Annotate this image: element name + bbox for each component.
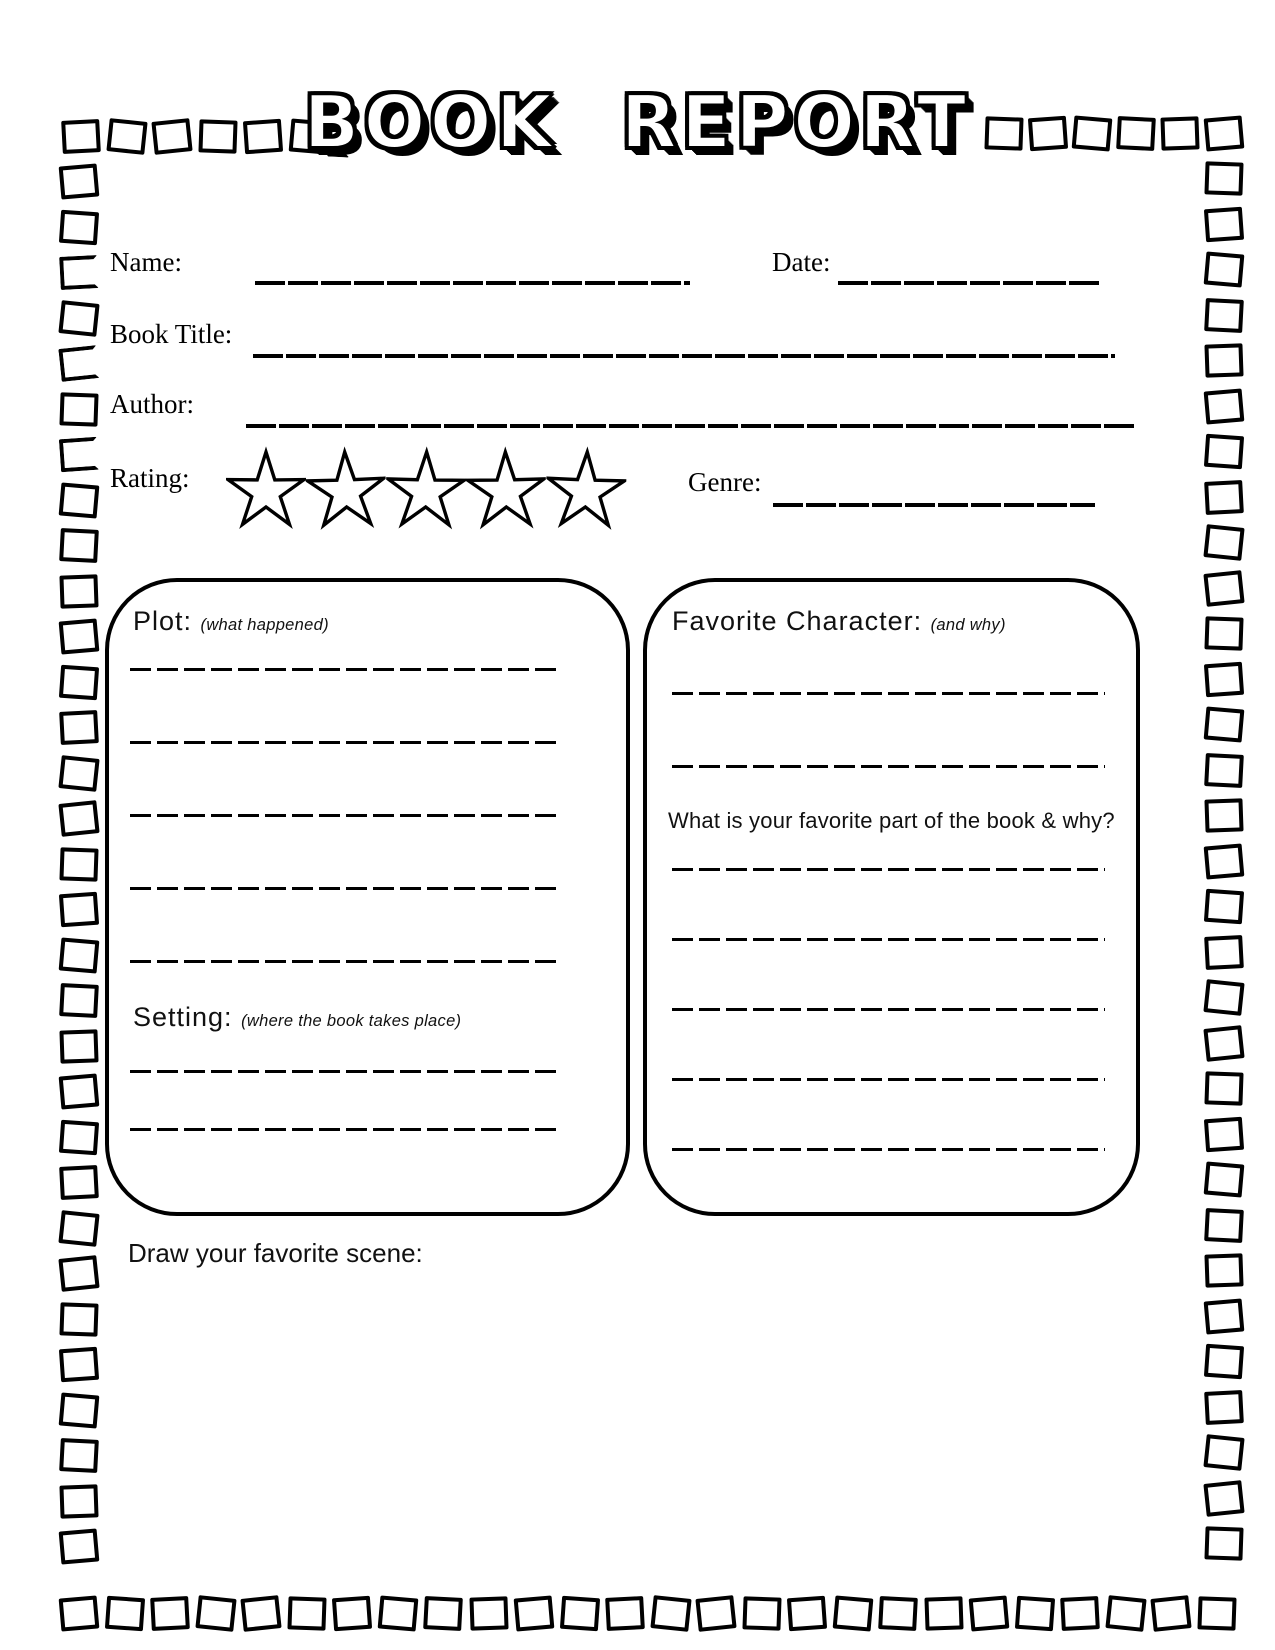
border-square [1204,1526,1243,1560]
border-square [605,1596,645,1631]
writing-line [130,1070,562,1073]
star-icon [306,446,386,532]
border-square [59,392,98,426]
border-square [59,1347,99,1383]
border-square [59,1595,100,1631]
book-title-blank-line [253,354,1115,358]
border-square [240,1595,281,1632]
border-square [1204,753,1244,788]
border-square [1204,843,1245,879]
page-title: BOOK REPORT [303,80,972,164]
border-square [1204,1208,1244,1243]
book-title-label: Book Title: [110,319,233,349]
border-square [1014,1596,1054,1632]
border-square [59,209,99,245]
border-square [423,1596,463,1631]
border-square [59,1484,98,1518]
border-square [58,300,99,337]
border-square [59,255,99,290]
border-square [59,1073,100,1109]
border-square [1150,1595,1191,1632]
border-square [59,1165,99,1200]
favorite-part-question: What is your favorite part of the book & why? [668,808,1115,833]
writing-line [130,814,562,817]
author-blank-line [246,424,1135,428]
border-square [1204,388,1245,424]
plot-lines [130,668,562,963]
border-square [1105,1595,1146,1632]
writing-line [672,938,1105,941]
name-label: Name: [110,247,182,277]
border-square [1204,251,1245,287]
border-square [287,1596,326,1630]
border-square [1204,616,1243,650]
border-square [1204,434,1244,470]
border-square [1204,1116,1244,1152]
border-square [1203,570,1244,607]
border-square [1204,1344,1244,1380]
border-square [1204,480,1244,515]
border-square [650,1595,691,1632]
setting-lines [130,1070,562,1131]
border-square [59,528,99,563]
star-icon [226,446,306,532]
border-square [559,1596,599,1632]
border-square [514,1595,555,1631]
border-square [377,1595,418,1631]
date-blank-line [838,281,1100,285]
border-square [1204,1161,1245,1197]
border-square [742,1596,781,1630]
writing-line [672,868,1105,871]
border-square [1204,1071,1243,1105]
star-icon [466,446,546,532]
setting-hint: (where the book takes place) [241,1012,462,1030]
border-square [695,1595,736,1632]
border-square [924,1596,963,1630]
favorite-character-label [672,606,1006,637]
border-square [878,1596,918,1631]
writing-line [130,960,562,963]
border-square [58,1210,99,1247]
writing-line [130,887,562,890]
border-square [1203,1025,1244,1062]
border-square [1204,1390,1244,1425]
border-square [1203,524,1244,561]
border-square [104,1596,144,1632]
favorite-character-hint: (and why) [930,616,1006,634]
favorite-character-label-text: Favorite Character: [672,606,923,636]
star-icon [546,446,626,532]
border-square [832,1595,873,1631]
rating-label: Rating: [110,463,190,493]
border-square [1203,1480,1244,1517]
setting-label [133,1002,461,1033]
plot-label-text: Plot: [133,606,193,636]
border-square [1060,1596,1100,1631]
plot-hint: (what happened) [200,616,329,634]
writing-line [672,1148,1105,1151]
border-square [1204,161,1243,195]
border-square [1204,935,1244,970]
favorite-part-lines [672,868,1105,1151]
border-square [59,1302,98,1336]
date-label: Date: [772,247,831,277]
author-label: Author: [110,389,194,419]
border-square [1203,1434,1244,1471]
border-square [58,755,99,792]
border-square [58,1255,99,1292]
border-square [59,437,99,473]
border-square [1204,206,1244,242]
border-square [195,1595,236,1632]
border-square [1204,889,1244,925]
border-square [469,1596,508,1630]
writing-line [672,1078,1105,1081]
favorite-character-lines [672,692,1105,768]
writing-line [130,1128,562,1131]
name-blank-line [255,281,690,285]
border-square [59,1392,100,1428]
border-square [1204,706,1245,742]
writing-line [672,765,1105,768]
rating-stars [226,446,626,532]
border-square [1204,1298,1245,1334]
border-square [59,1528,100,1564]
border-square [58,800,99,837]
writing-line [130,668,562,671]
star-icon [386,446,466,532]
border-square [150,1596,190,1631]
border-square [59,1119,99,1155]
border-square [787,1596,827,1632]
genre-label: Genre: [688,467,762,497]
border-square [1204,661,1244,697]
border-square [59,664,99,700]
border-square [59,847,98,881]
plot-label [133,606,329,637]
border-square [59,482,100,518]
writing-line [130,741,562,744]
border-square [59,163,100,199]
border-square [59,710,99,745]
writing-line [672,692,1105,695]
border-square [59,574,98,608]
border-square [58,345,99,382]
border-square [1204,798,1243,832]
border-square [1204,298,1244,333]
border-square [969,1595,1010,1631]
border-square [1197,1596,1236,1630]
border-square [59,892,99,928]
border-square [59,983,99,1018]
draw-scene-label: Draw your favorite scene: [128,1238,423,1268]
border-square [59,618,100,654]
border-square [59,1438,99,1473]
border-square [332,1596,372,1632]
writing-line [672,1008,1105,1011]
genre-blank-line [773,503,1095,507]
border-square [59,1029,98,1063]
border-square [1204,1253,1243,1287]
setting-label-text: Setting: [133,1002,233,1032]
border-square [1203,979,1244,1016]
border-square [1204,343,1243,377]
border-square [59,937,100,973]
